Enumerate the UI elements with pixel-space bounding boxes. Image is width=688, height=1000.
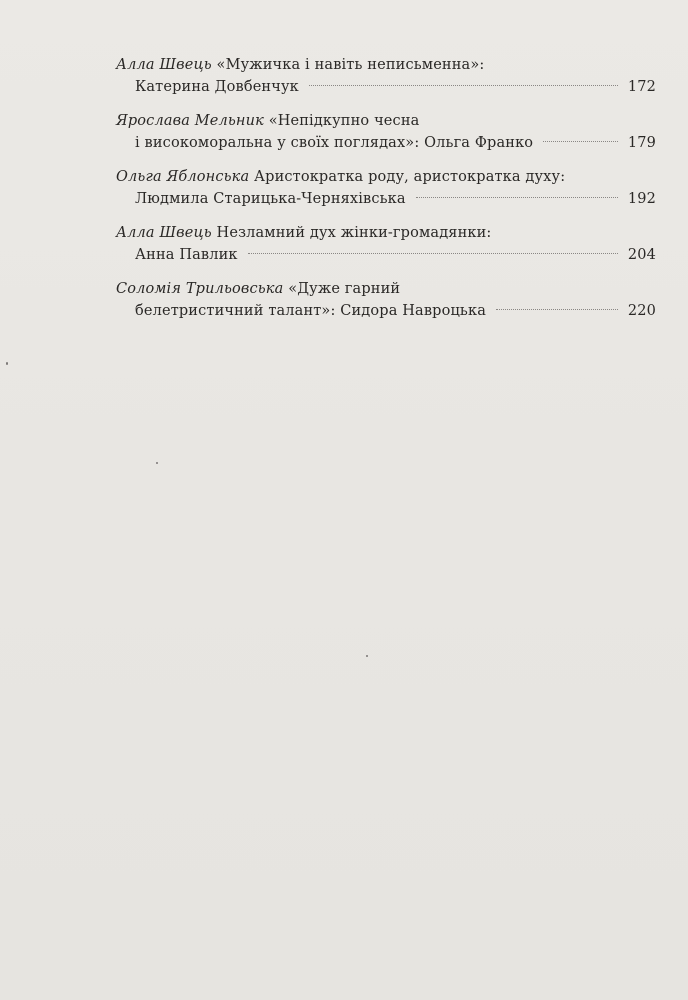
toc-entry-continuation bbox=[116, 77, 656, 99]
paper-speck bbox=[156, 462, 158, 464]
toc-entry-continuation bbox=[116, 189, 656, 211]
toc-entry-title-line2: Анна Павлик bbox=[135, 246, 238, 263]
toc-entry-title-line1: Аристократка роду, аристократка духу: bbox=[254, 169, 566, 185]
toc-entry-page-number: 172 bbox=[627, 78, 656, 95]
dot-leader bbox=[416, 197, 618, 198]
toc-entry bbox=[116, 167, 656, 210]
toc-entry-title-line1: «Мужичка і навіть неписьменна»: bbox=[216, 57, 485, 73]
toc-entry-author: Алла Швець bbox=[116, 225, 212, 241]
toc-entry-heading bbox=[116, 55, 656, 77]
toc-entry-title-line2: Людмила Старицька-Черняхівська bbox=[135, 190, 406, 207]
toc-entry-continuation bbox=[116, 301, 656, 323]
paper-speck bbox=[366, 655, 368, 657]
toc-entry bbox=[116, 223, 656, 266]
toc-entry-heading bbox=[116, 223, 656, 245]
dot-leader bbox=[248, 253, 618, 254]
toc-entry bbox=[116, 279, 656, 322]
dot-leader bbox=[543, 141, 618, 142]
toc-entry-author: Алла Швець bbox=[116, 57, 212, 73]
toc-entry-heading bbox=[116, 279, 656, 301]
toc-entry-page-number: 179 bbox=[627, 134, 656, 151]
dot-leader bbox=[309, 85, 618, 86]
toc-entry bbox=[116, 111, 656, 154]
toc-entry-heading bbox=[116, 111, 656, 133]
toc-entry-continuation bbox=[116, 245, 656, 267]
paper-speck bbox=[6, 362, 8, 365]
toc-entry-heading bbox=[116, 167, 656, 189]
toc-entry-title-line1: «Непідкупно чесна bbox=[268, 113, 420, 129]
table-of-contents bbox=[116, 55, 656, 335]
toc-entry-author: Ольга Яблонська bbox=[116, 169, 250, 185]
toc-entry-title-line2: Катерина Довбенчук bbox=[135, 78, 299, 95]
dot-leader bbox=[496, 309, 618, 310]
toc-entry-page-number: 204 bbox=[627, 246, 656, 263]
toc-entry-title-line1: Незламний дух жінки-громадянки: bbox=[216, 225, 492, 241]
toc-entry-title-line2: белетристичний талант»: Сидора Навроцька bbox=[135, 302, 486, 319]
toc-entry-title-line1: «Дуже гарний bbox=[288, 281, 401, 297]
toc-entry-author: Ярослава Мельник bbox=[116, 113, 264, 129]
toc-entry-title-line2: і високоморальна у своїх поглядах»: Ольга Франко bbox=[135, 134, 534, 151]
toc-entry-continuation bbox=[116, 133, 656, 155]
toc-entry-author: Соломія Трильовська bbox=[116, 281, 284, 297]
toc-entry-page-number: 220 bbox=[627, 302, 656, 319]
toc-entry bbox=[116, 55, 656, 98]
toc-entry-page-number: 192 bbox=[627, 190, 656, 207]
